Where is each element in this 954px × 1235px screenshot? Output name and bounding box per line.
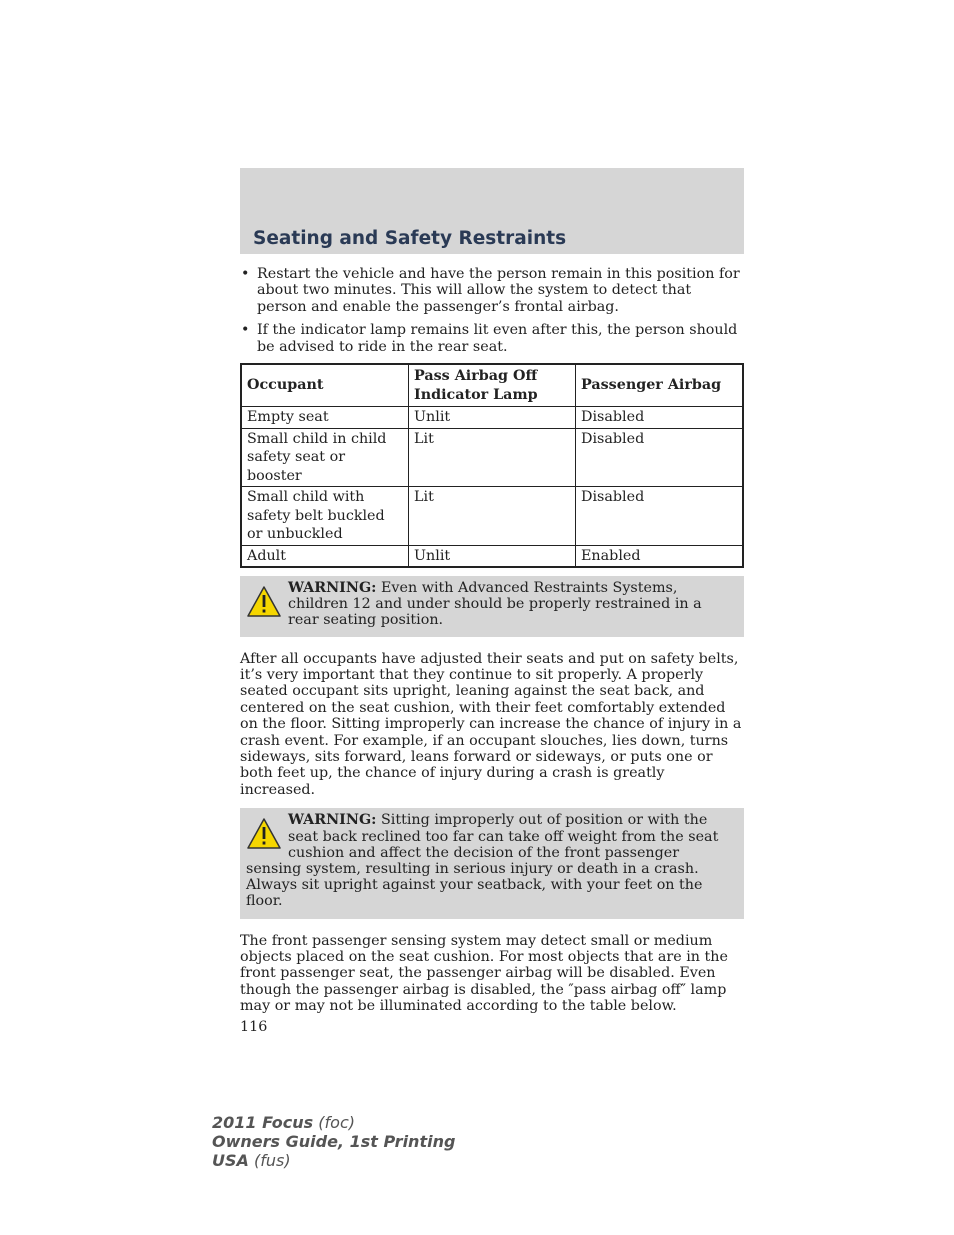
body-paragraph-sitting-properly: After all occupants have adjusted their seats and put on safety belts, it’s very important that they continue to sit properly. A properly seated occupant sits upright, leaning against the seat back, and centered on the seat cushion, with their feet comfortably extended on the floor. Sitting improperly can increase the chance of injury in a crash event. For example, if an occupant slouches, lies down, turns sideways, sits forward, leans forward or sideways, or puts one or both feet up, the chance of injury during a crash is greatly increased. xyxy=(240,650,742,798)
footer-market-code: (fus) xyxy=(248,1151,291,1170)
warning-text: Even with Advanced Restraints Systems, children 12 and under should be properly restrained in a rear seating position. xyxy=(288,580,702,629)
footer-line-edition xyxy=(212,1132,455,1151)
warning-advice: Always sit upright against your seatback, with your feet on the floor. xyxy=(246,877,703,910)
section-title: Seating and Safety Restraints xyxy=(253,228,567,249)
section-header-band xyxy=(240,168,744,254)
table-header-occupant: Occupant xyxy=(241,364,409,407)
warning-text: Sitting improperly out of position or with the seat back reclined too far can take off weight from the seat cushion and affect the decision of the front passenger sensing system, resulting in serious injury or death in a crash. xyxy=(246,812,719,877)
table-header-indicator-lamp: Pass Airbag Off Indicator Lamp xyxy=(409,364,576,407)
table-row xyxy=(241,487,743,546)
footer-edition: Owners Guide, 1st Printing xyxy=(212,1132,456,1151)
table-cell: Lit xyxy=(409,487,576,546)
table-row xyxy=(241,545,743,567)
footer-market: USA xyxy=(212,1151,249,1170)
bullet-item xyxy=(240,266,744,315)
table-row xyxy=(241,407,743,429)
bullet-dot: • xyxy=(241,266,250,282)
body-paragraph-sensing-system: The front passenger sensing system may detect small or medium objects placed on the seat cushion. For most objects that are in the front passenger seat, the passenger airbag will be disabled. Even though the passenger airbag is disabled, the ″pass airbag off″ lamp may or may not be illuminated according to the table below. xyxy=(240,932,728,1015)
table-cell: Unlit xyxy=(409,407,576,429)
table-cell: Lit xyxy=(409,428,576,487)
footer-model-code: (foc) xyxy=(313,1113,355,1132)
table-cell: Disabled xyxy=(576,428,744,487)
table-cell: Unlit xyxy=(409,545,576,567)
warning-triangle-icon xyxy=(246,816,282,852)
footer-line-market xyxy=(212,1151,455,1170)
warning-box-children xyxy=(240,576,744,637)
table-cell: Disabled xyxy=(576,487,744,546)
document-footer xyxy=(212,1113,455,1170)
warning-triangle-icon xyxy=(246,584,282,620)
bullet-list xyxy=(240,266,744,355)
bullet-dot: • xyxy=(241,322,250,339)
warning-box-seating-position xyxy=(240,808,744,918)
table-cell: Empty seat xyxy=(241,407,409,429)
occupant-airbag-table xyxy=(240,363,744,568)
bullet-text: If the indicator lamp remains lit even after this, the person should be advised to ride in the rear seat. xyxy=(257,322,738,355)
bullet-text: Restart the vehicle and have the person remain in this position for about two minutes. This will allow the system to detect that person and enable the passenger’s frontal airbag. xyxy=(257,266,740,315)
table-header-row xyxy=(241,364,743,407)
table-cell: Enabled xyxy=(576,545,744,567)
footer-line-model xyxy=(212,1113,455,1132)
table-cell: Disabled xyxy=(576,407,744,429)
page-number: 116 xyxy=(240,1018,268,1035)
table-row xyxy=(241,428,743,487)
table-header-passenger-airbag: Passenger Airbag xyxy=(576,364,744,407)
warning-label: WARNING: xyxy=(288,580,377,597)
page-content xyxy=(240,266,744,1035)
table-cell: Adult xyxy=(241,545,409,567)
table-cell: Small child in child safety seat or booster xyxy=(241,428,409,487)
bullet-item xyxy=(240,322,744,355)
warning-label: WARNING: xyxy=(288,812,377,829)
table-cell: Small child with safety belt buckled or unbuckled xyxy=(241,487,409,546)
footer-model-name: 2011 Focus xyxy=(212,1113,314,1132)
